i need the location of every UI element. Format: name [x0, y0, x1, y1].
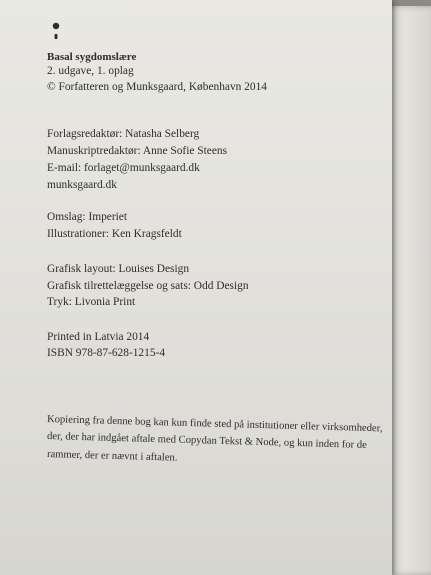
- illustrations-credit: Illustrationer: Ken Kragsfeldt: [47, 228, 182, 240]
- email-contact: E-mail: forlaget@munksgaard.dk: [47, 162, 200, 174]
- manuscript-editor: Manuskriptredaktør: Anne Sofie Steens: [47, 145, 228, 157]
- isbn: ISBN 978-87-628-1215-4: [47, 347, 166, 359]
- website: munksgaard.dk: [47, 179, 117, 191]
- legal-notice-line-3: rammer, der er nævnt i aftalen.: [46, 449, 178, 464]
- legal-notice-line-1: Kopiering fra denne bog kan kun finde sted på institutioner eller virksomheder,: [46, 414, 383, 435]
- graphic-layout-credit: Grafisk layout: Louises Design: [47, 263, 190, 275]
- typesetting-credit: Grafisk tilrettelæggelse og sats: Odd Design: [47, 280, 249, 292]
- cover-credit: Omslag: Imperiet: [47, 211, 128, 223]
- publisher-logo-icon: [46, 21, 66, 41]
- copyright: © Forfatteren og Munksgaard, København 2014: [47, 81, 267, 93]
- print-credit: Tryk: Livonia Print: [47, 296, 136, 308]
- next-page-edge: [388, 6, 431, 575]
- edition: 2. udgave, 1. oplag: [47, 65, 134, 77]
- book-title: Basal sygdomslære: [47, 51, 137, 63]
- printed-in: Printed in Latvia 2014: [47, 331, 150, 343]
- legal-notice-line-2: der, der har indgået aftale med Copydan Tekst & Node, og kun inden for de: [46, 431, 367, 451]
- publisher-editor: Forlagsredaktør: Natasha Selberg: [47, 128, 200, 140]
